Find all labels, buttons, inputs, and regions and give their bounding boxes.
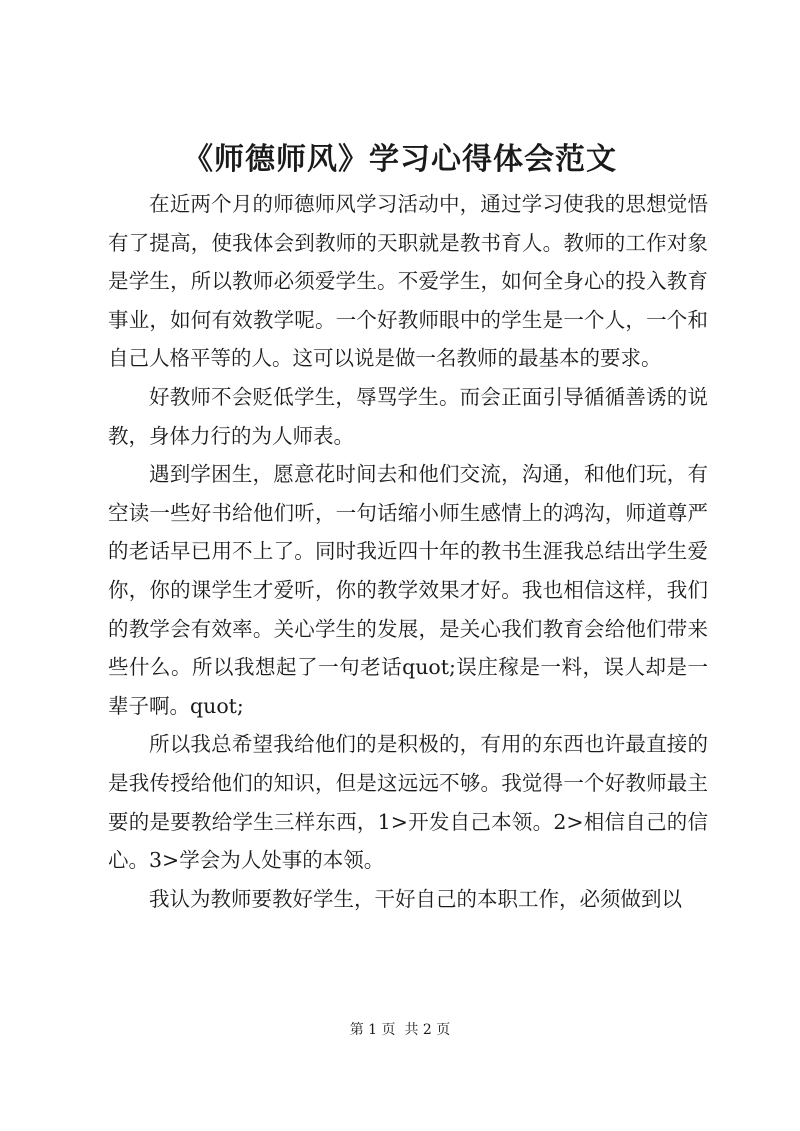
document-body xyxy=(108,185,708,918)
page-footer: 第 1 页 共 2 页 xyxy=(349,1022,451,1038)
paragraph-3: 遇到学困生，愿意花时间去和他们交流，沟通，和他们玩，有空读一些好书给他们听，一句话缩小师生感情上的鸿沟，师道尊严的老话早已用不上了。同时我近四十年的教书生涯我总结出学生爱你，你的课学生才爱听，你的教学效果才好。我也相信这样，我们的教学会有效率。关心学生的发展，是关心我们教育会给他们带来些什么。所以我想起了一句老话quot;误庄稼是一料，误人却是一辈子啊。quot; xyxy=(108,462,708,718)
paragraph-1: 在近两个月的师德师风学习活动中，通过学习使我的思想觉悟有了提高，使我体会到教师的天职就是教书育人。教师的工作对象是学生，所以教师必须爱学生。不爱学生，如何全身心的投入教育事业，如何有效教学呢。一个好教师眼中的学生是一个人，一个和自己人格平等的人。这可以说是做一名教师的最基本的要求。 xyxy=(108,192,708,371)
paragraph-4: 所以我总希望我给他们的是积极的，有用的东西也许最直接的是我传授给他们的知识，但是这远远不够。我觉得一个好教师最主要的是要教给学生三样东西，1>开发自己本领。2>相信自己的信心。3>学会为人处事的本领。 xyxy=(108,732,708,873)
paragraph-2: 好教师不会贬低学生，辱骂学生。而会正面引导循循善诱的说教，身体力行的为人师表。 xyxy=(108,384,708,448)
document-title: 《师德师风》学习心得体会范文 xyxy=(183,142,617,177)
paragraph-5: 我认为教师要教好学生，干好自己的本职工作，必须做到以 xyxy=(149,886,682,911)
